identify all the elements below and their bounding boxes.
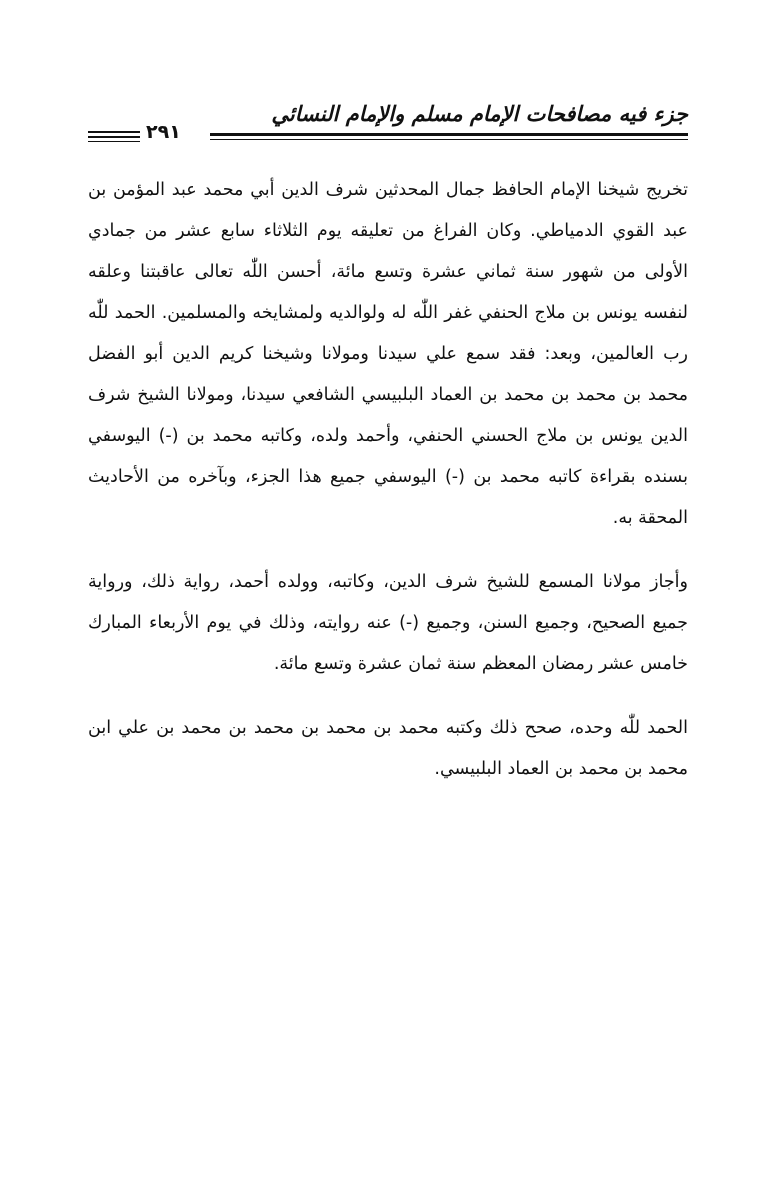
header-title: جزء فيه مصافحات الإمام مسلم والإمام النسائي — [271, 102, 688, 126]
page-number-rule — [88, 141, 140, 142]
page-number-rule — [88, 131, 140, 133]
header-rule-thin — [210, 139, 688, 140]
body-text — [88, 170, 688, 813]
running-header — [88, 100, 688, 146]
paragraph-colophon: تخريج شيخنا الإمام الحافظ جمال المحدثين شرف الدين أبي محمد عبد المؤمن بن عبد القوي الدمياطي. وكان الفراغ من تعليقه يوم الثلاثاء سابع عشر من جمادي الأولى من شهور سنة ثماني عشرة وتسع مائة، أحسن اللّٰه تعالى عاقبتنا وعلقه لنفسه يونس بن ملاج الحنفي غفر اللّٰه له ولوالديه ولمشايخه والمسلمين. الحمد للّٰه رب العالمين، وبعد: فقد سمع علي سيدنا ومولانا وشيخنا كريم الدين أبو الفضل محمد بن محمد بن محمد بن العماد البلبيسي الشافعي سيدنا، ومولانا الشيخ شرف الدين يونس بن ملاج الحسني الحنفي، وأحمد ولده، وكاتبه محمد بن (-) اليوسفي بسنده بقراءة كاتبه محمد بن (-) اليوسفي جميع هذا الجزء، وبآخره من الأحاديث المحقة به. — [88, 180, 688, 528]
page-number: ٢٩١ — [146, 121, 181, 143]
paragraph-ijaza: وأجاز مولانا المسمع للشيخ شرف الدين، وكاتبه، وولده أحمد، رواية ذلك، ورواية جميع الصحيح، وجميع السنن، وجميع (-) عنه روايته، وذلك في يوم الأربعاء المبارك خامس عشر رمضان المعظم سنة ثمان عشرة وتسع مائة. — [88, 572, 688, 674]
header-rule — [210, 133, 688, 136]
paragraph-attestation: الحمد للّٰه وحده، صحح ذلك وكتبه محمد بن محمد بن محمد بن محمد بن علي ابن محمد بن محمد بن العماد البلبيسي. — [88, 718, 688, 779]
page-number-rule — [88, 136, 140, 138]
